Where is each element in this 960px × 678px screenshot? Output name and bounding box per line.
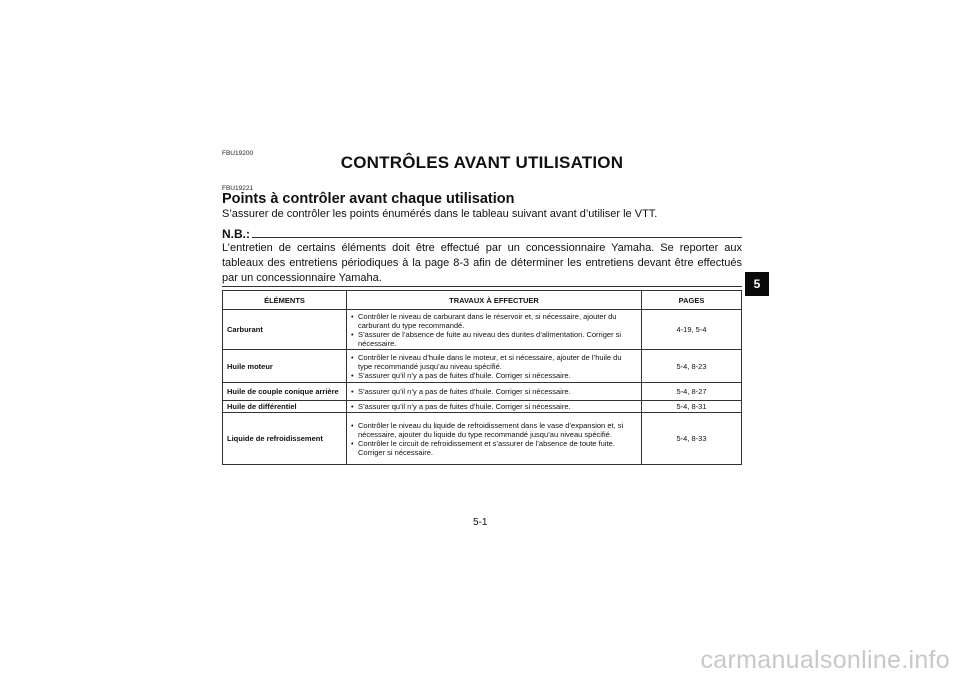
page-number: 5-1	[473, 517, 488, 528]
inspection-table	[222, 290, 742, 465]
task-list	[351, 353, 637, 380]
task-cell	[347, 350, 642, 383]
item-cell: Liquide de refroidissement	[223, 413, 347, 465]
task-item: • Contrôler le niveau du liquide de refroidissement dans le vase d’expansion et, si nécessaire, ajouter du liquide du type recommandé jusqu’au niveau spécifié.	[351, 421, 637, 439]
item-cell: Carburant	[223, 310, 347, 350]
pages-cell: 5-4, 8-27	[642, 383, 742, 401]
item-cell: Huile de couple conique arrière	[223, 383, 347, 401]
note-bottom-divider	[222, 286, 742, 287]
task-list	[351, 387, 637, 396]
task-cell	[347, 413, 642, 465]
watermark: carmanualsonline.info	[700, 646, 950, 674]
table-row	[223, 350, 742, 383]
task-item: • Contrôler le circuit de refroidissement et s’assurer de l’absence de toute fuite. Corriger si nécessaire.	[351, 439, 637, 457]
table-header-row	[223, 291, 742, 310]
table-row	[223, 413, 742, 465]
task-cell	[347, 401, 642, 413]
note-header	[222, 227, 742, 241]
task-item: • S’assurer de l’absence de fuite au niveau des durites d’alimentation. Corriger si nécessaire.	[351, 330, 637, 348]
task-list	[351, 402, 637, 411]
note-label: N.B.:	[222, 227, 250, 241]
chapter-reference-code: FBU19200	[222, 150, 254, 157]
item-cell: Huile de différentiel	[223, 401, 347, 413]
table-row	[223, 310, 742, 350]
task-item: • S’assurer qu’il n’y a pas de fuites d’huile. Corriger si nécessaire.	[351, 402, 637, 411]
section-title: Points à contrôler avant chaque utilisation	[222, 191, 515, 207]
task-cell	[347, 310, 642, 350]
task-cell	[347, 383, 642, 401]
task-item: • Contrôler le niveau d’huile dans le moteur, et si nécessaire, ajouter de l’huile du type recommandé jusqu’au niveau spécifié.	[351, 353, 637, 371]
task-item: • Contrôler le niveau de carburant dans le réservoir et, si nécessaire, ajouter du carburant du type recommandé.	[351, 312, 637, 330]
page-title: CONTRÔLES AVANT UTILISATION	[340, 153, 624, 172]
task-list	[351, 421, 637, 457]
table-row	[223, 401, 742, 413]
table-body	[223, 310, 742, 465]
note-text: L’entretien de certains éléments doit être effectué par un concessionnaire Yamaha. Se reporter aux tableaux des entretiens périodiques à la page 8-3 afin de déterminer les entretiens devant être effectués par un concessionnaire Yamaha.	[222, 242, 742, 284]
pages-cell: 5-4, 8-31	[642, 401, 742, 413]
header-tasks: TRAVAUX À EFFECTUER	[347, 291, 642, 310]
chapter-tab: 5	[745, 272, 769, 296]
item-cell: Huile moteur	[223, 350, 347, 383]
task-item: • S’assurer qu’il n’y a pas de fuites d’huile. Corriger si nécessaire.	[351, 387, 637, 396]
header-items: ÉLÉMENTS	[223, 291, 347, 310]
note-top-divider	[252, 237, 742, 238]
section-reference-code: FBU19221	[222, 185, 254, 192]
task-item: • S’assurer qu’il n’y a pas de fuites d’huile. Corriger si nécessaire.	[351, 371, 637, 380]
task-list	[351, 312, 637, 348]
pages-cell: 4-19, 5-4	[642, 310, 742, 350]
pages-cell: 5-4, 8-23	[642, 350, 742, 383]
header-pages: PAGES	[642, 291, 742, 310]
intro-text: S’assurer de contrôler les points énumérés dans le tableau suivant avant d’utiliser le VTT.	[222, 208, 658, 220]
table-row	[223, 383, 742, 401]
pages-cell: 5-4, 8-33	[642, 413, 742, 465]
